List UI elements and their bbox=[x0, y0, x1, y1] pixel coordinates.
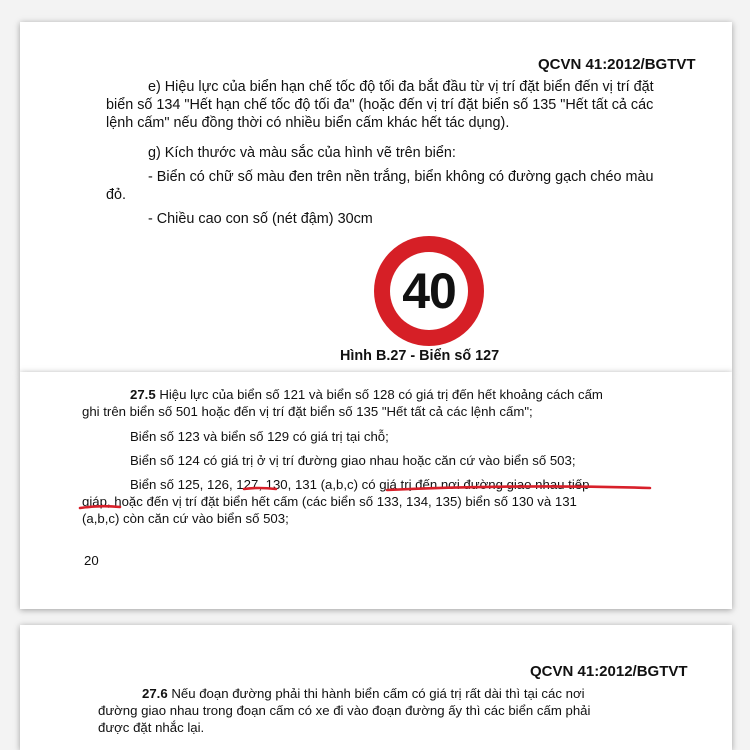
para-line-3: Biển số 123 và biển số 129 có giá trị tại chỗ; bbox=[130, 429, 389, 444]
para-27-5-line-2: ghi trên biển số 501 hoặc đến vị trí đặt biển số 135 "Hết tất cả các lệnh cấm"; bbox=[82, 404, 533, 419]
para-g: g) Kích thước và màu sắc của hình vẽ trên biển: bbox=[148, 145, 456, 161]
para-line-4: Biển số 124 có giá trị ở vị trí đường giao nhau hoặc căn cứ vào biển số 503; bbox=[130, 453, 576, 468]
para-27-5-text: Hiệu lực của biển số 121 và biển số 128 có giá trị đến hết khoảng cách cấm bbox=[155, 387, 603, 402]
document-page-1 bbox=[20, 22, 732, 372]
para-line-5: Biển số 125, 126, 127, 130, 131 (a,b,c) có giá trị đến nơi đường giao nhau tiếp bbox=[130, 477, 590, 492]
page-number: 20 bbox=[84, 553, 99, 568]
document-header: QCVN 41:2012/BGTVT bbox=[530, 663, 688, 680]
figure-caption: Hình B.27 - Biển số 127 bbox=[340, 348, 500, 364]
para-line-6: giáp, hoặc đến vị trí đặt biển hết cấm (các biển số 133, 134, 135) biển số 130 và 131 bbox=[82, 494, 577, 509]
para-line-7: (a,b,c) còn căn cứ vào biển số 503; bbox=[82, 511, 289, 526]
para-e-line-3: lệnh cấm" nếu đồng thời có nhiều biển cấm khác hết tác dụng). bbox=[106, 115, 510, 131]
speed-limit-sign-image bbox=[374, 236, 484, 346]
para-e-line-2: biển số 134 "Hết hạn chế tốc độ tối đa" (hoặc đến vị trí đặt biển số 135 "Hết tất cả các bbox=[106, 97, 654, 113]
para-e-line-1: e) Hiệu lực của biển hạn chế tốc độ tối đa bắt đầu từ vị trí đặt biển đến vị trí đặt bbox=[148, 79, 654, 95]
para-27-6-line-3: được đặt nhắc lại. bbox=[98, 720, 205, 735]
document-page-3 bbox=[20, 625, 732, 750]
para-27-6-line-2: đường giao nhau trong đoạn cấm có xe đi vào đoạn đường ấy thì các biển cấm phải bbox=[98, 703, 591, 718]
para-27-6-line-1 bbox=[142, 685, 585, 702]
bullet-1-line-2: đỏ. bbox=[106, 187, 127, 203]
document-header: QCVN 41:2012/BGTVT bbox=[538, 56, 696, 73]
bullet-1-line-1: - Biển có chữ số màu đen trên nền trắng, biển không có đường gạch chéo màu bbox=[148, 169, 654, 185]
section-number-27-5: 27.5 bbox=[130, 387, 156, 402]
para-27-6-text: Nếu đoạn đường phải thi hành biển cấm có giá trị rất dài thì tại các nơi bbox=[167, 686, 585, 701]
section-number-27-6: 27.6 bbox=[142, 686, 168, 701]
para-27-5-line-1 bbox=[130, 386, 603, 403]
document-page-2 bbox=[20, 372, 732, 609]
bullet-2: - Chiều cao con số (nét đậm) 30cm bbox=[148, 211, 373, 227]
speed-limit-number: 40 bbox=[390, 252, 468, 330]
